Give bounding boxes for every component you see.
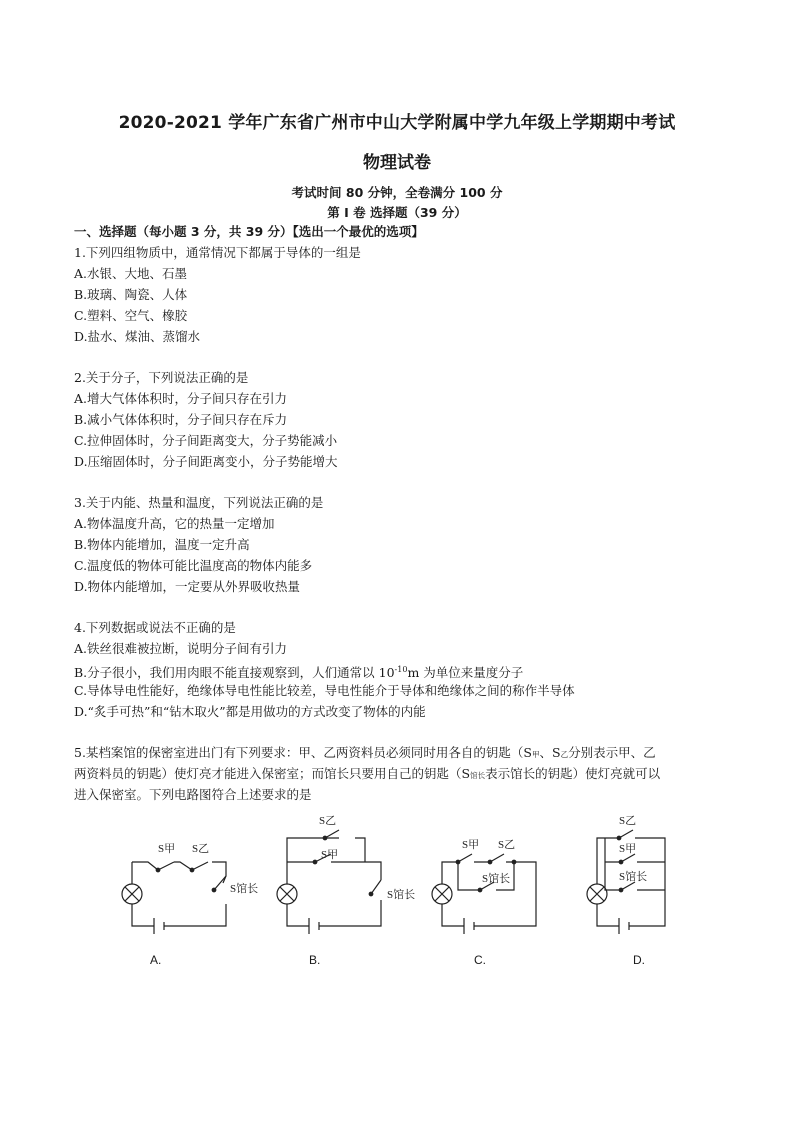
q1-stem: 1.下列四组物质中，通常情况下都属于导体的一组是 bbox=[74, 245, 361, 260]
q3-option-a: A.物体温度升高，它的热量一定增加 bbox=[74, 516, 275, 531]
q2-option-b: B.减小气体体积时，分子间只存在斥力 bbox=[74, 412, 288, 427]
circuit-c-label-yi: S乙 bbox=[498, 839, 516, 851]
circuit-b-label-guan: S馆长 bbox=[387, 889, 416, 901]
q5-sub-guan: 馆长 bbox=[470, 771, 486, 780]
circuit-b-switch-jia-pivot bbox=[313, 860, 317, 864]
q2-option-d: D.压缩固体时，分子间距离变小，分子势能增大 bbox=[74, 454, 338, 469]
circuit-a-label-yi: S乙 bbox=[192, 843, 210, 855]
circuit-c-switch-guan-pivot bbox=[478, 888, 482, 892]
circuit-b-label-jia: S甲 bbox=[321, 849, 339, 861]
circuit-d-switch-yi-pivot bbox=[617, 836, 621, 840]
circuit-d-label-yi: S乙 bbox=[619, 815, 637, 827]
q5-stem-line1 bbox=[74, 745, 656, 763]
circuit-a-label-guan: S馆长 bbox=[230, 883, 259, 895]
q5-text-1: 5.某档案馆的保密室进出门有下列要求：甲、乙两资料员必须同时用各自的钥匙（S bbox=[74, 745, 532, 760]
exam-info: 考试时间 80 分钟，全卷满分 100 分 bbox=[291, 185, 503, 200]
q5-text-2: 、S bbox=[539, 745, 561, 760]
q4-option-c: C.导体导电性能好，绝缘体导电性能比较差，导电性能介于导体和绝缘体之间的称作半导体 bbox=[74, 683, 575, 698]
q5-sub-yi: 乙 bbox=[560, 750, 569, 759]
q1-option-c: C.塑料、空气、橡胶 bbox=[74, 308, 188, 323]
circuit-c-label-jia: S甲 bbox=[462, 839, 480, 851]
circuit-c-junction-2 bbox=[512, 860, 516, 864]
circuit-d-battery-icon bbox=[619, 918, 629, 934]
circuit-d-lamp-cross bbox=[590, 887, 604, 901]
q4-option-b bbox=[74, 662, 523, 681]
q4-option-b-tail: m 为单位来量度分子 bbox=[407, 665, 524, 680]
circuit-b-label-yi: S乙 bbox=[319, 815, 337, 827]
circuit-b-lamp-cross bbox=[280, 887, 294, 901]
circuit-a-lamp-cross bbox=[125, 887, 139, 901]
circuit-c-wires bbox=[442, 862, 536, 926]
part-title: 第 I 卷 选择题（39 分） bbox=[327, 205, 467, 220]
circuit-option-d-label: D. bbox=[633, 953, 645, 967]
circuit-b-battery-icon bbox=[309, 918, 319, 934]
q5-sub-jia: 甲 bbox=[532, 750, 540, 759]
q5-stem-line3: 进入保密室。下列电路图符合上述要求的是 bbox=[74, 787, 312, 802]
circuit-c-junction-1 bbox=[456, 860, 460, 864]
q3-option-d: D.物体内能增加，一定要从外界吸收热量 bbox=[74, 579, 301, 594]
circuit-b bbox=[277, 814, 415, 934]
circuit-a-switch-blades bbox=[158, 862, 226, 890]
circuit-c-lamp-cross bbox=[435, 887, 449, 901]
circuit-option-a-label: A. bbox=[150, 953, 162, 967]
q1-option-a: A.水银、大地、石墨 bbox=[74, 266, 188, 281]
q5-text-4: 两资料员的钥匙）使灯亮才能进入保密室；而馆长只要用自己的钥匙（S bbox=[74, 766, 471, 781]
circuit-a-label-jia: S甲 bbox=[158, 843, 176, 855]
q4-stem: 4.下列数据或说法不正确的是 bbox=[74, 620, 236, 635]
exam-subtitle: 物理试卷 bbox=[363, 153, 431, 173]
circuit-c bbox=[432, 838, 536, 934]
q2-stem: 2.关于分子，下列说法正确的是 bbox=[74, 370, 249, 385]
exam-title: 2020-2021 学年广东省广州市中山大学附属中学九年级上学期期中考试 bbox=[118, 113, 676, 133]
q2-option-a: A.增大气体体积时，分子间只存在引力 bbox=[74, 391, 288, 406]
circuit-c-switch-yi-pivot bbox=[488, 860, 492, 864]
q5-text-5: 表示馆长的钥匙）使灯亮就可以 bbox=[485, 766, 661, 781]
circuit-a-battery-icon bbox=[154, 918, 164, 934]
circuit-c-battery-icon bbox=[464, 918, 474, 934]
q4-option-a: A.铁丝很难被拉断，说明分子间有引力 bbox=[74, 641, 288, 656]
circuit-d-label-guan: S馆长 bbox=[619, 871, 648, 883]
circuit-d-switch-jia-pivot bbox=[619, 860, 623, 864]
section-title: 一、选择题（每小题 3 分，共 39 分）【选出一个最优的选项】 bbox=[74, 224, 424, 239]
q3-option-c: C.温度低的物体可能比温度高的物体内能多 bbox=[74, 558, 313, 573]
circuit-a-wires bbox=[132, 862, 226, 926]
circuit-option-c-label: C. bbox=[474, 953, 486, 967]
q3-stem: 3.关于内能、热量和温度，下列说法正确的是 bbox=[74, 495, 324, 510]
q2-option-c: C.拉伸固体时，分子间距离变大，分子势能减小 bbox=[74, 433, 338, 448]
q5-text-3: 分别表示甲、乙 bbox=[568, 745, 656, 760]
circuit-a bbox=[122, 842, 258, 934]
circuit-d bbox=[587, 814, 665, 934]
circuit-b-switch-yi-pivot bbox=[323, 836, 327, 840]
q1-option-b: B.玻璃、陶瓷、人体 bbox=[74, 287, 188, 302]
circuit-c-label-guan: S馆长 bbox=[482, 873, 511, 885]
circuit-d-label-jia: S甲 bbox=[619, 843, 637, 855]
q5-stem-line2 bbox=[74, 766, 660, 784]
q1-option-d: D.盐水、煤油、蒸馏水 bbox=[74, 329, 201, 344]
circuit-b-switch-guan-pivot bbox=[369, 892, 373, 896]
q4-option-d: D.“炙手可热”和“钻木取火”都是用做功的方式改变了物体的内能 bbox=[74, 704, 426, 719]
q3-option-b: B.物体内能增加，温度一定升高 bbox=[74, 537, 250, 552]
q4-exponent: -10 bbox=[394, 665, 408, 674]
circuit-option-b-label: B. bbox=[309, 953, 321, 967]
circuit-diagrams bbox=[100, 800, 680, 950]
circuit-d-switch-guan-pivot bbox=[619, 888, 623, 892]
q4-option-b-text: B.分子很小，我们用肉眼不能直接观察到，人们通常以 10 bbox=[74, 665, 395, 680]
